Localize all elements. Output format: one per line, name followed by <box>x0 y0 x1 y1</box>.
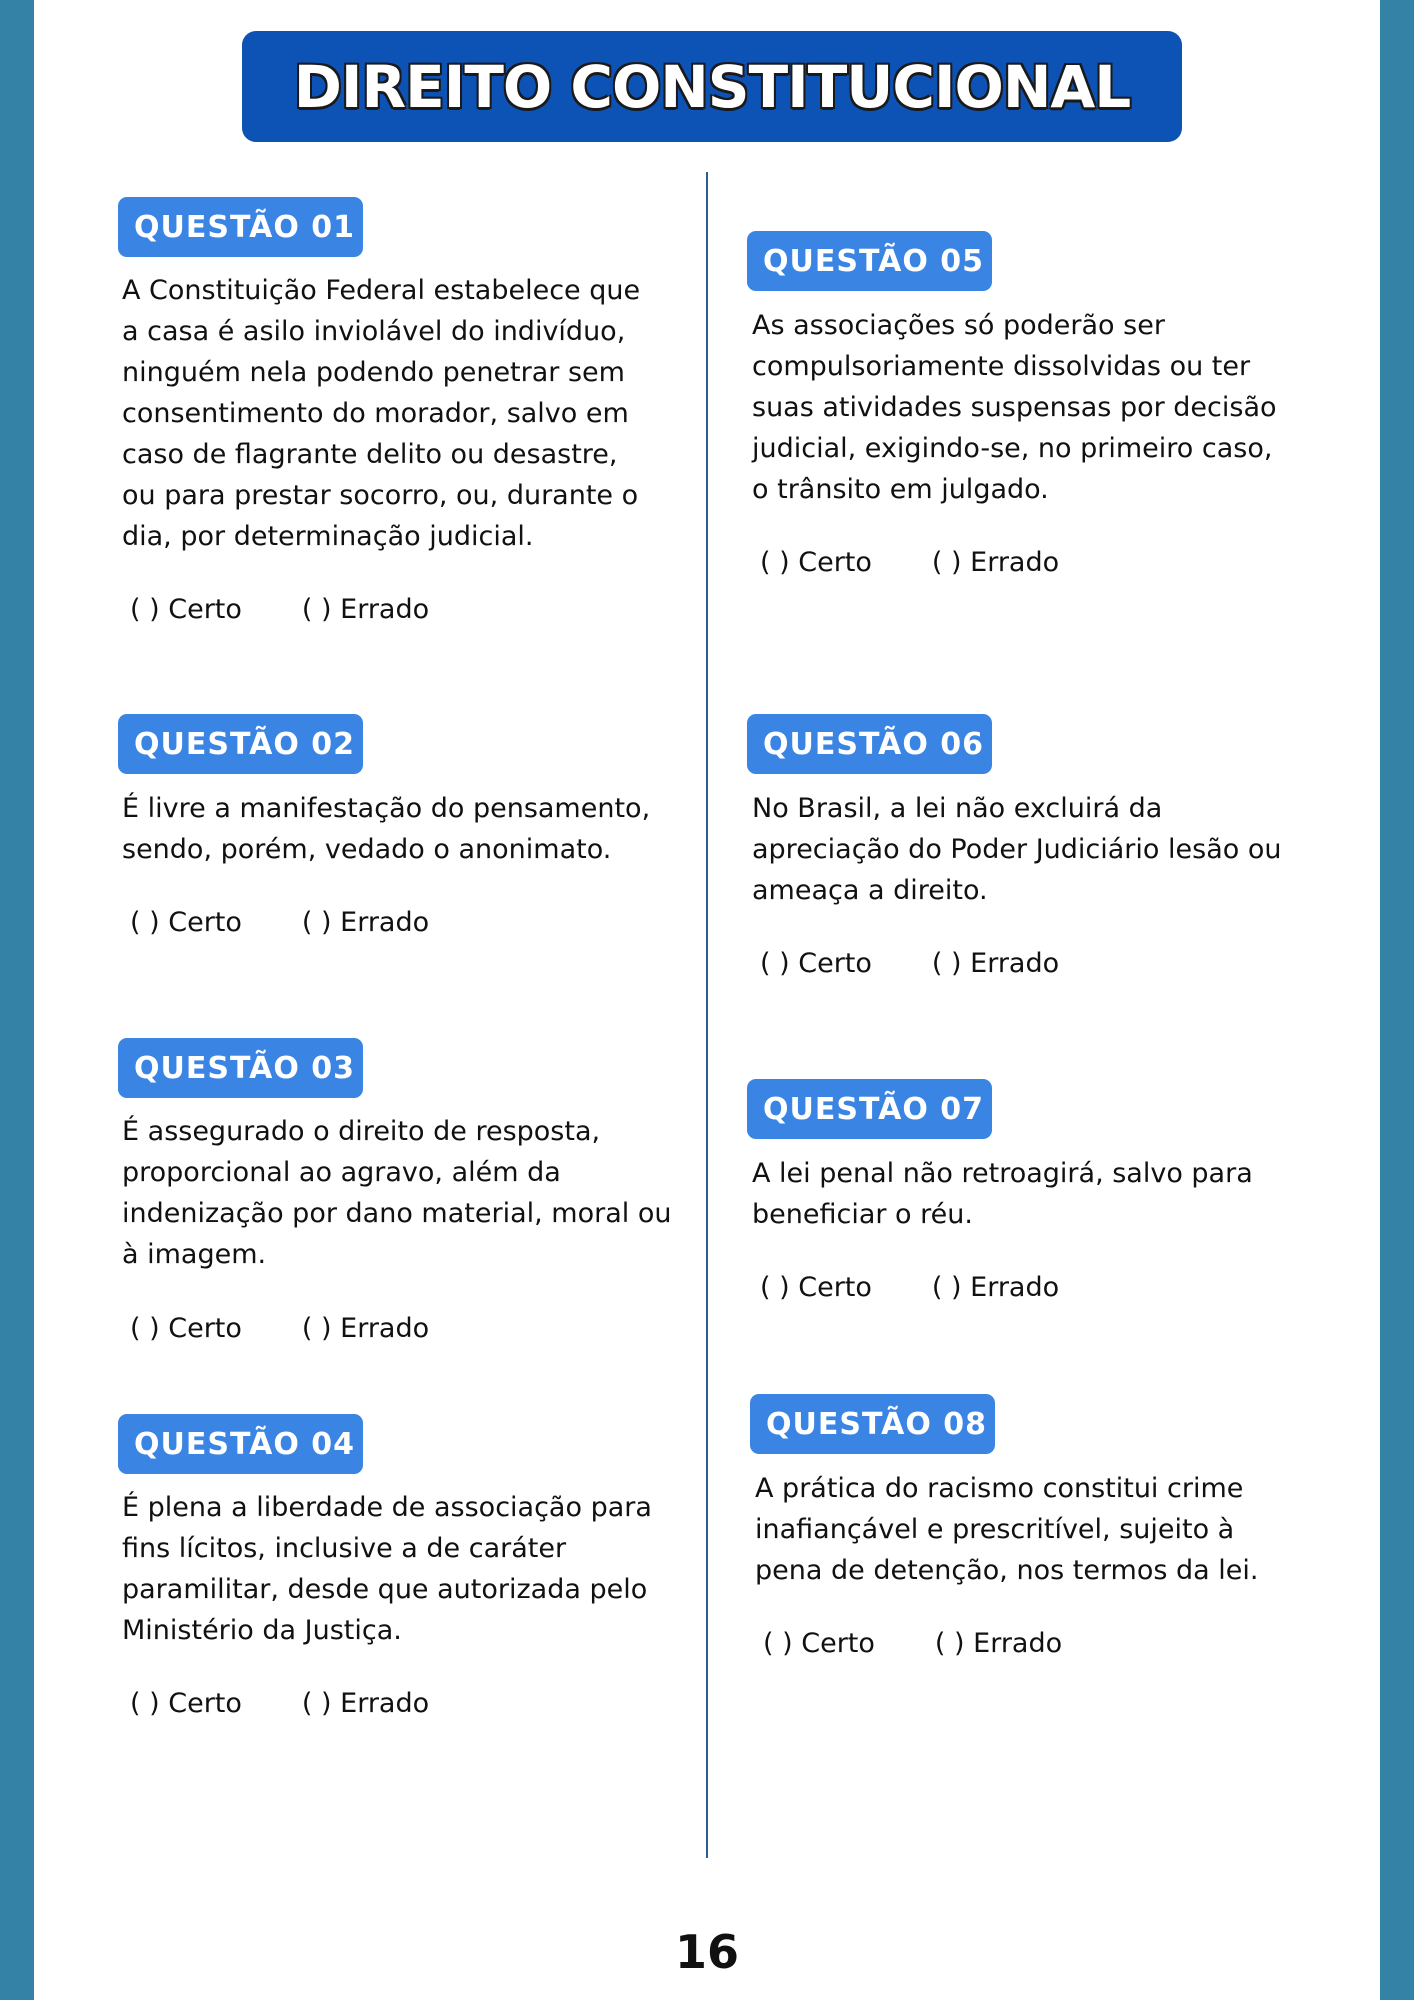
question-02-label-text: QUESTÃO 02 <box>134 726 356 762</box>
question-02-text: É livre a manifestação do pensamento, sendo, porém, vedado o anonimato. <box>122 793 651 865</box>
question-08-errado-option[interactable]: ( ) Errado <box>934 1628 1063 1659</box>
question-08-text: A prática do racismo constitui crime inafiançável e prescritível, sujeito à pena de detenção, nos termos da lei. <box>755 1473 1259 1586</box>
page-title: DIREITO CONSTITUCIONAL <box>293 52 1131 121</box>
question-01-label-text: QUESTÃO 01 <box>134 209 356 245</box>
question-08-label-text: QUESTÃO 08 <box>766 1406 988 1442</box>
question-04-answers <box>130 1688 429 1719</box>
question-04-label-text: QUESTÃO 04 <box>134 1426 356 1462</box>
question-04-certo-option[interactable]: ( ) Certo <box>130 1688 242 1719</box>
question-05-errado-option[interactable]: ( ) Errado <box>931 547 1060 578</box>
question-03-text: É assegurado o direito de resposta, proporcional ao agravo, além da indenização por dano material, moral ou à imagem. <box>122 1116 672 1270</box>
question-03-certo-option[interactable]: ( ) Certo <box>130 1313 242 1344</box>
question-03-label <box>118 1038 363 1098</box>
question-07-text: A lei penal não retroagirá, salvo para beneficiar o réu. <box>752 1158 1253 1230</box>
page-title-banner <box>242 31 1182 142</box>
column-divider <box>706 172 708 1858</box>
question-07-answers <box>760 1272 1059 1303</box>
question-06-text: No Brasil, a lei não excluirá da apreciação do Poder Judiciário lesão ou ameaça a direito. <box>752 793 1282 906</box>
question-01-certo-option[interactable]: ( ) Certo <box>130 594 242 625</box>
question-07-label <box>747 1079 992 1139</box>
question-02-certo-option[interactable]: ( ) Certo <box>130 907 242 938</box>
question-07-certo-option[interactable]: ( ) Certo <box>760 1272 872 1303</box>
question-07-label-text: QUESTÃO 07 <box>763 1091 985 1127</box>
question-01-answers <box>130 594 429 625</box>
question-05-answers <box>760 547 1059 578</box>
question-06-label-text: QUESTÃO 06 <box>763 726 985 762</box>
question-02-errado-option[interactable]: ( ) Errado <box>301 907 430 938</box>
question-04-label <box>118 1414 363 1474</box>
question-07-errado-option[interactable]: ( ) Errado <box>931 1272 1060 1303</box>
question-03-errado-option[interactable]: ( ) Errado <box>301 1313 430 1344</box>
question-06-errado-option[interactable]: ( ) Errado <box>931 948 1060 979</box>
question-06-certo-option[interactable]: ( ) Certo <box>760 948 872 979</box>
question-05-text: As associações só poderão ser compulsoriamente dissolvidas ou ter suas atividades suspensas por decisão judicial, exigindo-se, no primeiro caso, o trânsito em julgado. <box>752 310 1277 505</box>
question-08-label <box>750 1394 995 1454</box>
question-06-label <box>747 714 992 774</box>
question-01-label <box>118 197 363 257</box>
question-04-errado-option[interactable]: ( ) Errado <box>301 1688 430 1719</box>
question-05-label-text: QUESTÃO 05 <box>763 243 985 279</box>
question-03-label-text: QUESTÃO 03 <box>134 1050 356 1086</box>
question-02-label <box>118 714 363 774</box>
question-02-answers <box>130 907 429 938</box>
question-01-text: A Constituição Federal estabelece que a casa é asilo inviolável do indivíduo, ninguém nela podendo penetrar sem consentimento do morador, salvo em caso de flagrante delito ou desastre, ou para prestar socorro, ou, durante o dia, por determinação judicial. <box>122 275 641 552</box>
question-08-answers <box>763 1628 1062 1659</box>
question-03-answers <box>130 1313 429 1344</box>
question-01-errado-option[interactable]: ( ) Errado <box>301 594 430 625</box>
question-04-text: É plena a liberdade de associação para fins lícitos, inclusive a de caráter paramilitar, desde que autorizada pelo Ministério da Justiça. <box>122 1492 652 1646</box>
page-number: 16 <box>674 1925 739 1979</box>
question-08-certo-option[interactable]: ( ) Certo <box>763 1628 875 1659</box>
question-06-answers <box>760 948 1059 979</box>
question-05-label <box>747 231 992 291</box>
question-05-certo-option[interactable]: ( ) Certo <box>760 547 872 578</box>
